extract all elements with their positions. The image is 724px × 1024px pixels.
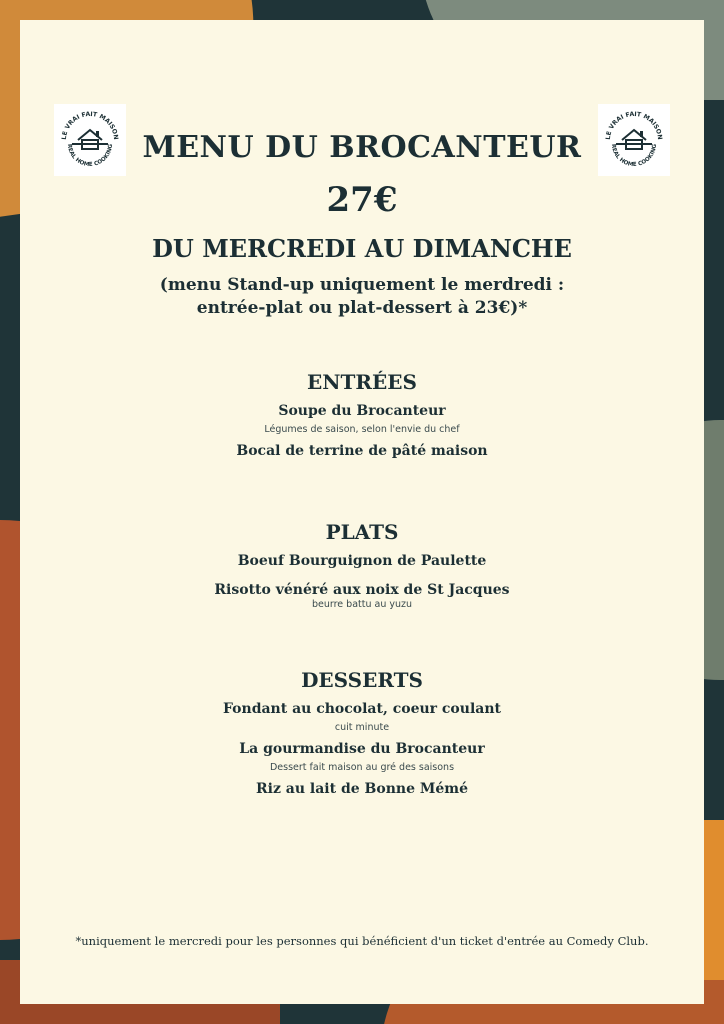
- svg-text:REAL HOME COOKING: REAL HOME COOKING: [65, 143, 115, 169]
- section-title-plats: PLATS: [325, 520, 399, 544]
- svg-text:LE VRAI FAIT MAISON: LE VRAI FAIT MAISON: [60, 110, 120, 141]
- dish-name: Soupe du Brocanteur: [278, 403, 446, 419]
- menu-sheet: [20, 20, 704, 1004]
- dish-description: cuit minute: [334, 722, 390, 733]
- menu-standup-note: [20, 274, 704, 320]
- svg-text:REAL HOME COOKING: REAL HOME COOKING: [609, 143, 659, 169]
- section-title-entrees: ENTRÉES: [307, 370, 417, 394]
- section-desserts: [20, 668, 704, 798]
- dish-name: Risotto vénéré aux noix de St Jacques: [214, 582, 510, 598]
- menu-title: MENU DU BROCANTEUR: [142, 130, 582, 165]
- section-plats: [20, 520, 704, 611]
- dish-description: Légumes de saison, selon l'envie du chef: [264, 424, 460, 435]
- dish-name: La gourmandise du Brocanteur: [239, 741, 485, 757]
- dish-name: Fondant au chocolat, coeur coulant: [223, 701, 501, 717]
- dish-name: Riz au lait de Bonne Mémé: [256, 781, 468, 797]
- section-title-desserts: DESSERTS: [301, 668, 423, 692]
- dish-description: Dessert fait maison au gré des saisons: [269, 762, 455, 773]
- note-line-2: entrée-plat ou plat-dessert à 23€)*: [196, 298, 528, 318]
- note-line-1: (menu Stand-up uniquement le merdredi :: [159, 275, 565, 295]
- dish-description: beurre battu au yuzu: [311, 599, 413, 610]
- dish-name: Bocal de terrine de pâté maison: [236, 443, 488, 459]
- footnote: *uniquement le mercredi pour les personnes qui bénéficient d'un ticket d'entrée au Comedy Club.: [75, 934, 649, 948]
- section-entrees: [20, 370, 704, 460]
- dish-name: Boeuf Bourguignon de Paulette: [237, 553, 487, 569]
- menu-price: 27€: [326, 180, 398, 220]
- menu-days: DU MERCREDI AU DIMANCHE: [152, 234, 572, 263]
- svg-text:LE VRAI FAIT MAISON: LE VRAI FAIT MAISON: [604, 110, 664, 141]
